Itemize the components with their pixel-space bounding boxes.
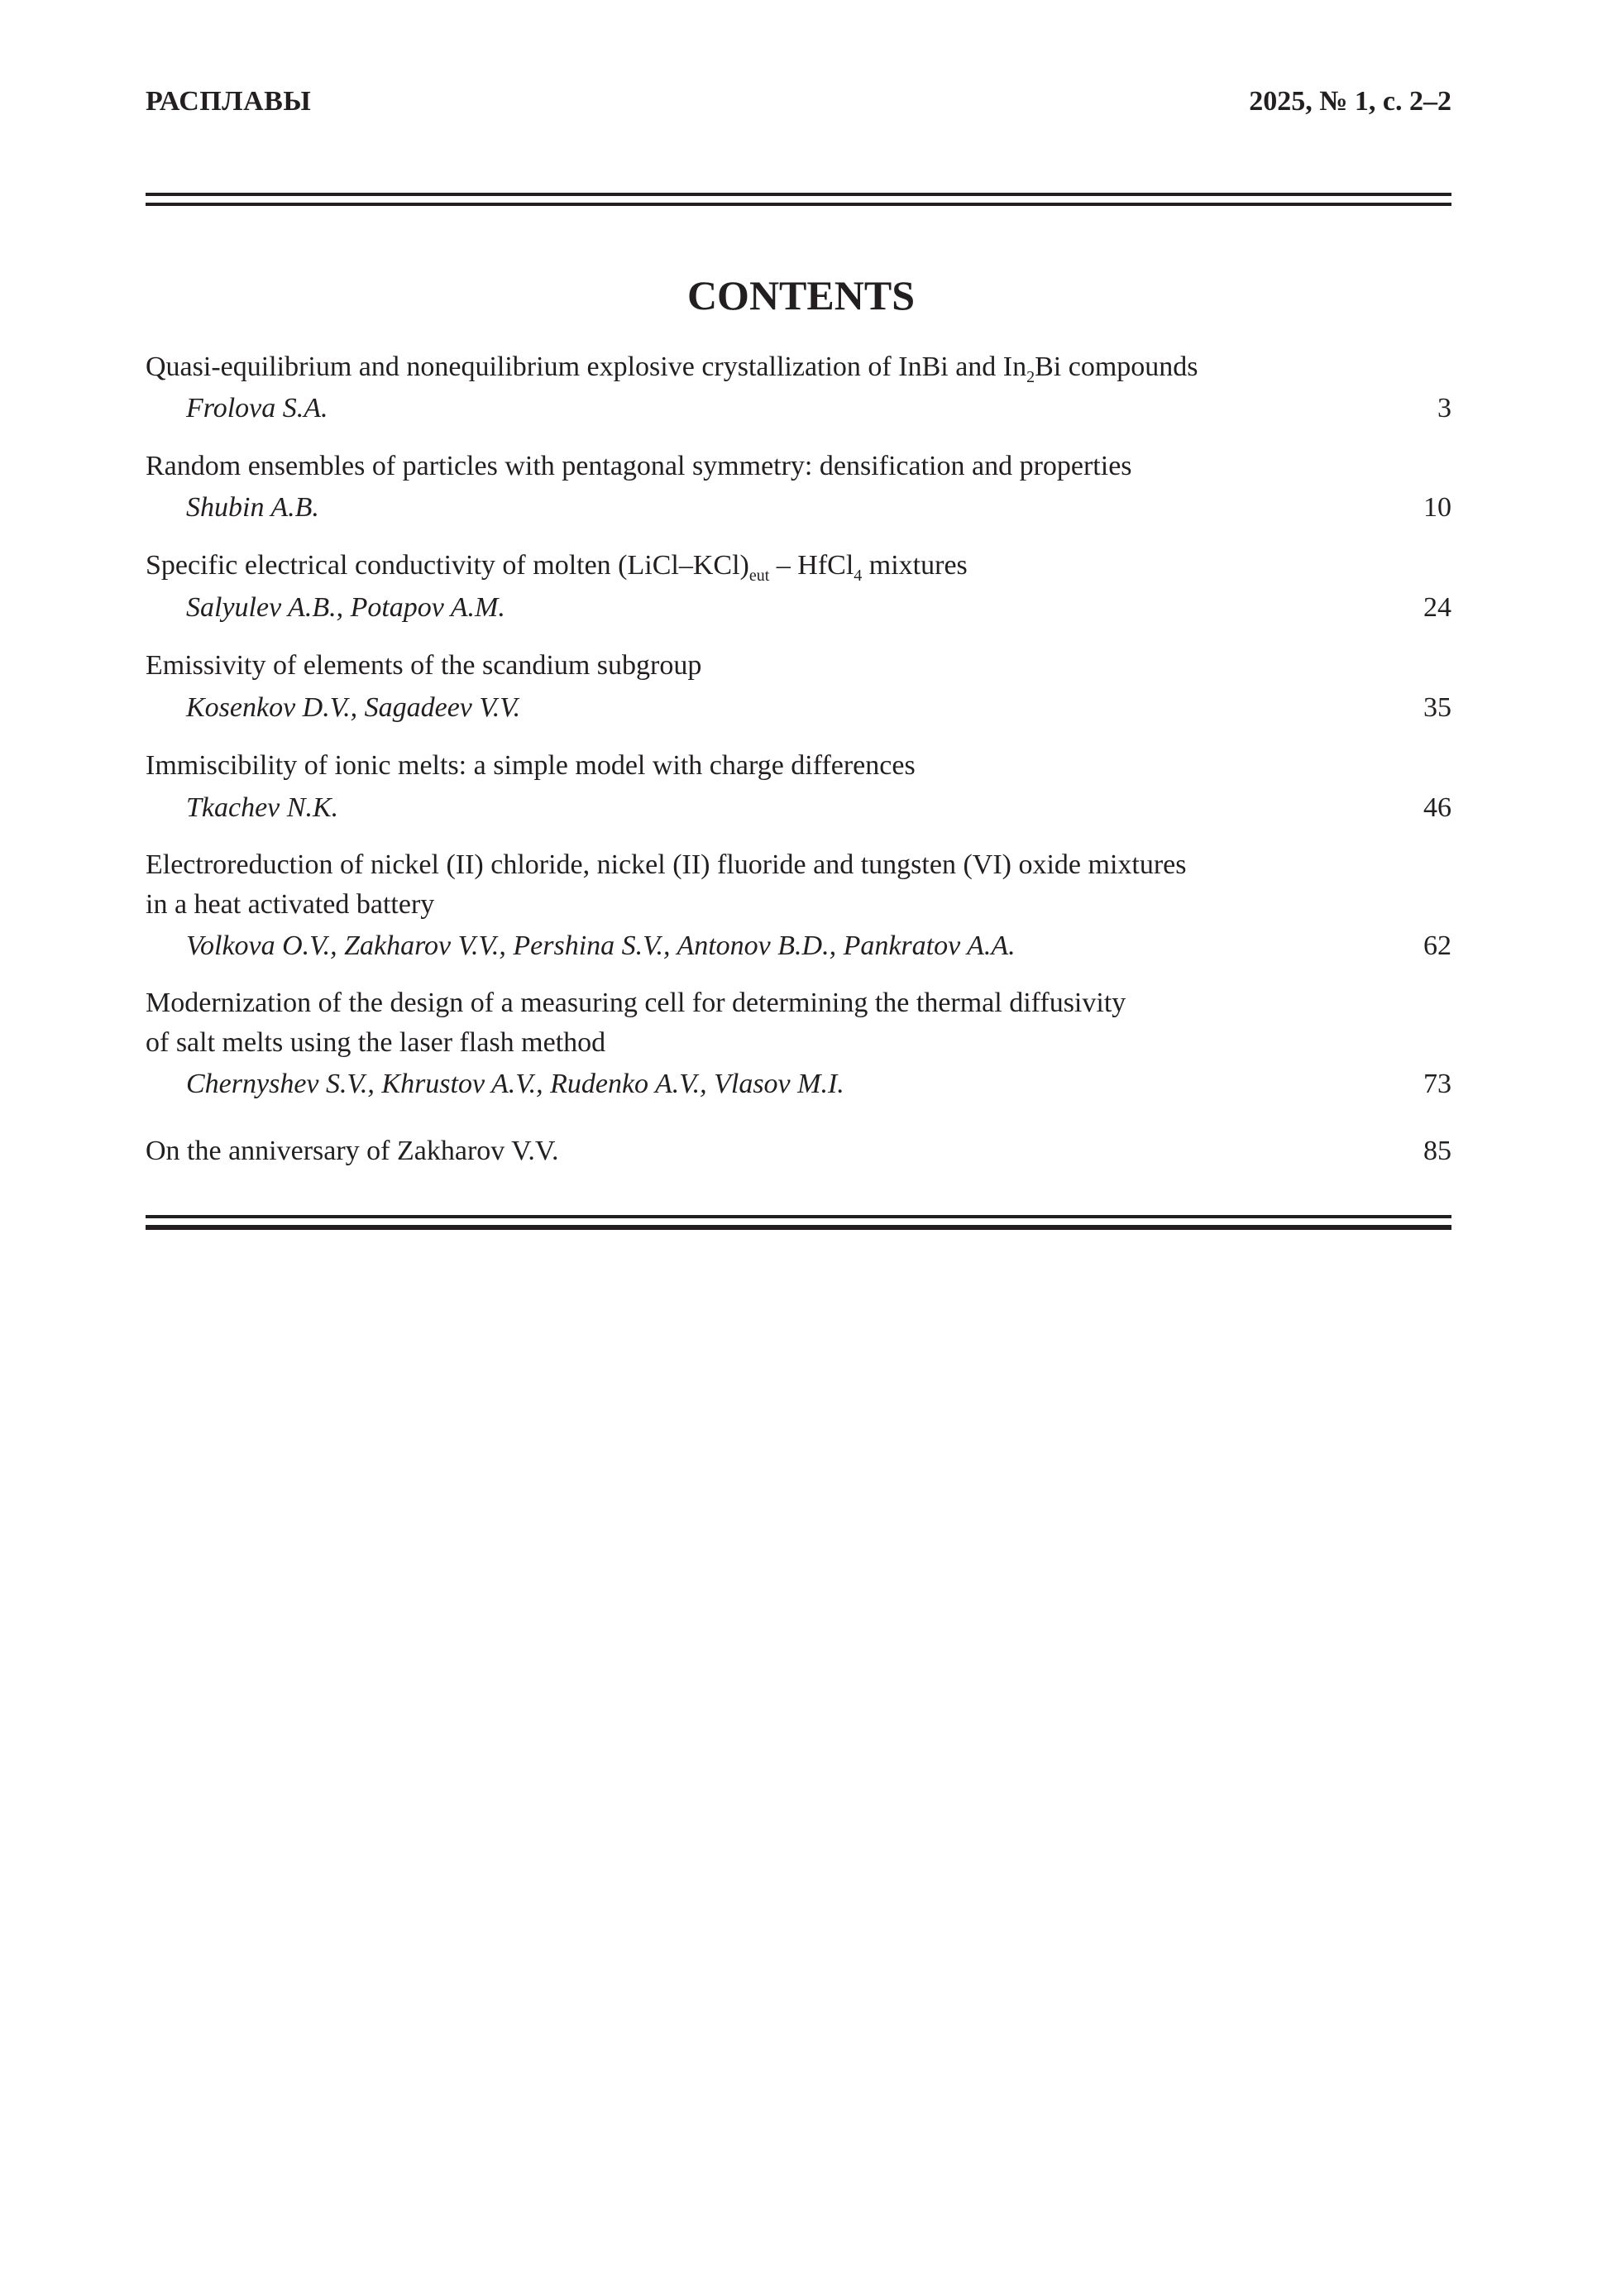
- header-rule-thin: [146, 203, 1451, 206]
- toc-entry-page: 35: [1423, 692, 1451, 723]
- toc-entry-title: Electroreduction of nickel (II) chloride, nickel (II) fluoride and tungsten (VI) oxide mixtures: [146, 849, 1187, 880]
- subscript: 4: [854, 567, 863, 585]
- toc-entry-title: Random ensembles of particles with pentagonal symmetry: densification and properties: [146, 451, 1132, 481]
- title-text: Quasi-equilibrium and nonequilibrium explosive crystallization of InBi and In: [146, 352, 1027, 382]
- title-text: mixtures: [862, 550, 968, 581]
- toc-entry-authors: Kosenkov D.V., Sagadeev V.V.: [186, 692, 521, 723]
- toc-entry-page: 85: [1423, 1136, 1451, 1166]
- contents-heading: CONTENTS: [686, 272, 916, 318]
- toc-entry-title: [146, 352, 1198, 386]
- title-text: Specific electrical conductivity of molten (LiCl–KCl): [146, 550, 749, 581]
- title-text: Bi compounds: [1035, 352, 1198, 382]
- subscript: eut: [748, 567, 770, 585]
- toc-entry-authors: Shubin A.B.: [186, 492, 319, 523]
- title-text: – HfCl: [769, 550, 854, 581]
- toc-entry-title-cont: in a heat activated battery: [146, 889, 435, 920]
- toc-entry-title: [146, 550, 968, 585]
- toc-entry-title: Modernization of the design of a measuring cell for determining the thermal diffusivity: [146, 988, 1126, 1018]
- subscript: 2: [1026, 368, 1035, 386]
- toc-entry-page: 46: [1423, 792, 1451, 823]
- toc-entry-title-cont: of salt melts using the laser flash method: [146, 1027, 606, 1058]
- toc-entry-authors: Chernyshev S.V., Khrustov A.V., Rudenko A.V., Vlasov M.I.: [186, 1069, 844, 1099]
- toc-entry-authors: Tkachev N.K.: [186, 792, 339, 823]
- footer-rule-thick: [146, 1225, 1451, 1230]
- header-rule-thick: [146, 193, 1451, 196]
- toc-entry-page: 73: [1423, 1069, 1451, 1099]
- running-head-issue: 2025, № 1, с. 2–2: [1249, 86, 1451, 117]
- toc-entry-page: 62: [1423, 930, 1451, 961]
- toc-entry-page: 10: [1423, 492, 1451, 523]
- running-head-journal: РАСПЛАВЫ: [146, 86, 312, 117]
- toc-entry-title: On the anniversary of Zakharov V.V.: [146, 1136, 559, 1166]
- toc-entry-authors: Salyulev A.B., Potapov A.M.: [186, 592, 505, 623]
- toc-entry-authors: Volkova O.V., Zakharov V.V., Pershina S.V., Antonov B.D., Pankratov A.A.: [186, 930, 1016, 961]
- toc-entry-title: Immiscibility of ionic melts: a simple model with charge differences: [146, 750, 916, 781]
- footer-rule-thin: [146, 1215, 1451, 1218]
- toc-entry-page: 3: [1437, 393, 1451, 423]
- toc-entry-page: 24: [1423, 592, 1451, 623]
- toc-entry-authors: Frolova S.A.: [186, 393, 328, 423]
- toc-entry-title: Emissivity of elements of the scandium subgroup: [146, 650, 702, 681]
